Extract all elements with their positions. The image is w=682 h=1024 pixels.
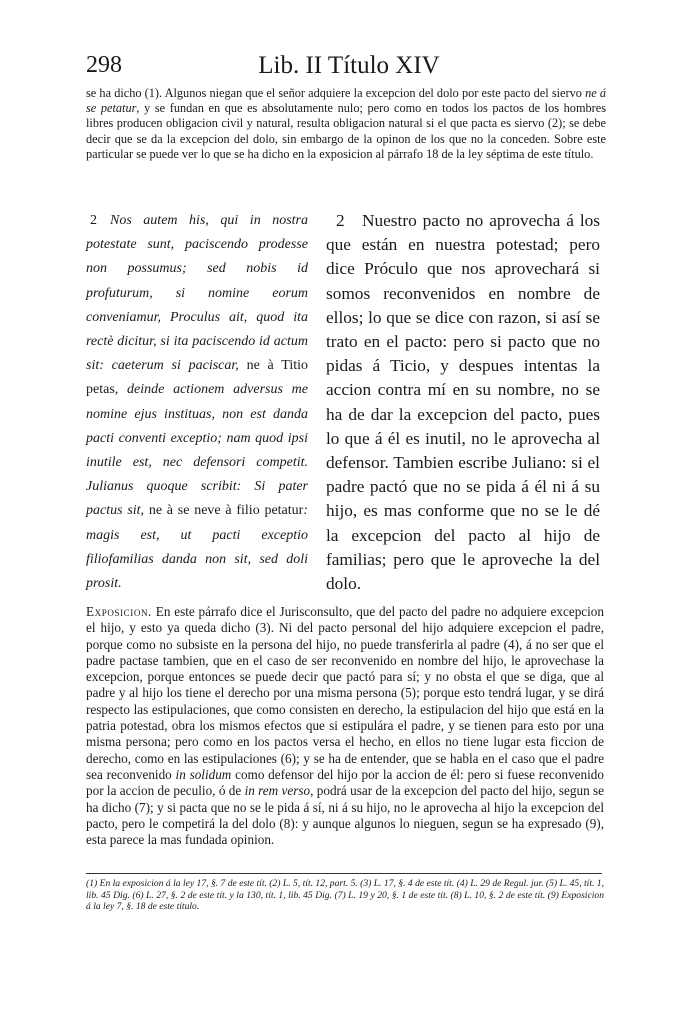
page-header [86,52,612,84]
exposicion-text-1: En este párrafo dice el Jurisconsulto, que del pacto del padre no adquiere excepcion el hijo, y esto ya queda dicho (3). Ni del pacto personal del hijo adquiere excepcion el padre, porque como no subsiste en la persona del hijo, no puede transferirla al padre (4), á no ser que el padre pactase tambien, que en el caso de ser reconvenido en nombre del hijo, le aprovechase la excepcion, porque entonces se puede decir que pactó para sí; y no obsta el que se diga, que al padre y al hijo los tiene el derecho por una misma persona (5); porque esto tendrá lugar, y se dirá respecto las estipulaciones, que como consisten en derecho, la estipulacion del hijo que está en la patria potestad, obra los mismos efectos que si estipulára el padre, y se tienen para esto por una misma persona; pero como en los pactos versa el hecho, en ellos no tiene lugar esta ficcion de derecho, como en las estipulaciones (6); y se ha de entender, que se habla en el caso que el padre sea reconvenido [86,604,604,782]
intro-paragraph [86,86,606,162]
intro-italic-1: ne á se petatur [86,86,606,116]
exposicion-italic-2: in rem verso [244,783,311,799]
exposicion-italic-1: in solidum [175,766,232,782]
latin-paragraph-number: 2 [90,213,97,228]
latin-text-a: Nos autem his, qui in nostra potestate sunt, paciscendo prodesse non possumus; sed nobis id profuturum, si nomine eorum conveniamur, Proculus ait, quod ita rectè dicitur, si ita paciscendo id actum sit: caeterum si paciscar, [86,213,308,374]
footnotes-text: (1) En la exposicion á la ley 17, §. 7 de este tít. (2) L. 5, tít. 12, part. 5. (3) L. 17, §. 4 de este tít. (4) L. 29 de Regul. jur. (5) L. 45, tít. 1, lib. 45 Dig. (6) L. 27, §. 2 de este tít. y la 130, tít. 1, lib. 45 Dig. (7) L. 19 y 20, §. 1 de este tít. (8) L. 10, §. 2 de este tít. (9) Exposicion á la ley 7, §. 18 de este título. [86,878,605,913]
exposicion-label: Exposicion. [86,604,152,619]
footnote-rule [86,873,602,874]
latin-column [86,209,308,596]
spanish-column [326,209,600,596]
intro-text-2: , y se fundan en que es absolutamente nulo; pero como en todos los pactos de los hombres libres producen obligacion civil y natural, resulta obligacion natural si el que pacta es siervo (2); se debe decir que se da la excepcion del dolo, sin embargo de la opinon de los que no la conceden. Sobre este particular se puede ver lo que se ha dicho en la exposicion al párrafo 18 de la ley séptima de este título. [86,101,606,161]
latin-plain-a: ne à Titio petas [86,358,309,398]
exposicion-text-2: como defensor del hijo por la accion de él: pero si fuese reconvenido por la accion de peculio, ó de [86,766,604,799]
running-title: Lib. II Título XIV [258,52,440,79]
page-number: 298 [86,52,122,78]
latin-text-c: : magis est, ut pacti exceptio filiofamilias danda non sit, sed doli prosit. [86,503,308,592]
latin-plain-b: ne à se neve à filio petatur [148,503,304,519]
latin-text-b: , deinde actionem adversus me nomine ejus instituas, non est danda pacti conventi exceptio; nam quod ipsi inutile est, nec defensori competit. Julianus quoque scribit: Si pater pactus sit, [86,382,308,519]
spanish-text: Nuestro pacto no aprovecha á los que están en nuestra potestad; pero dice Próculo que nos aprovechará si somos reconvenidos en nombre de ellos; lo que se dice con razon, si así se trato en el pacto: pero si pacto que no pidas á Ticio, y despues intentas la accion contra mí en su nombre, no se ha de dar la excepcion del pacto, pues lo que á él es inutil, no le aprovecha al defensor. Tambien escribe Juliano: si el padre pactó que no se pida á él ni á su hijo, es mas conforme que no se le dé la excepcion del pacto al hijo de familias; pero que le aproveche la del dolo. [326,211,600,594]
exposicion-paragraph [86,604,604,848]
footnotes [86,878,604,913]
exposicion-text-3: , podrá usar de la excepcion del pacto del hijo, segun se ha dicho (7); y si pacta que no se le pida á sí, ni á su hijo, no le aprovecha al hijo la excepcion del pacto, pero le competirá la del dolo (8): y aunque algunos lo nieguen, segun se ha expresado (9), esta parece la mas fundada opinion. [86,783,605,848]
spanish-paragraph-number: 2 [336,211,345,230]
intro-text-1: se ha dicho (1). Algunos niegan que el señor adquiere la excepcion del dolo por este pacto del siervo [86,86,586,100]
